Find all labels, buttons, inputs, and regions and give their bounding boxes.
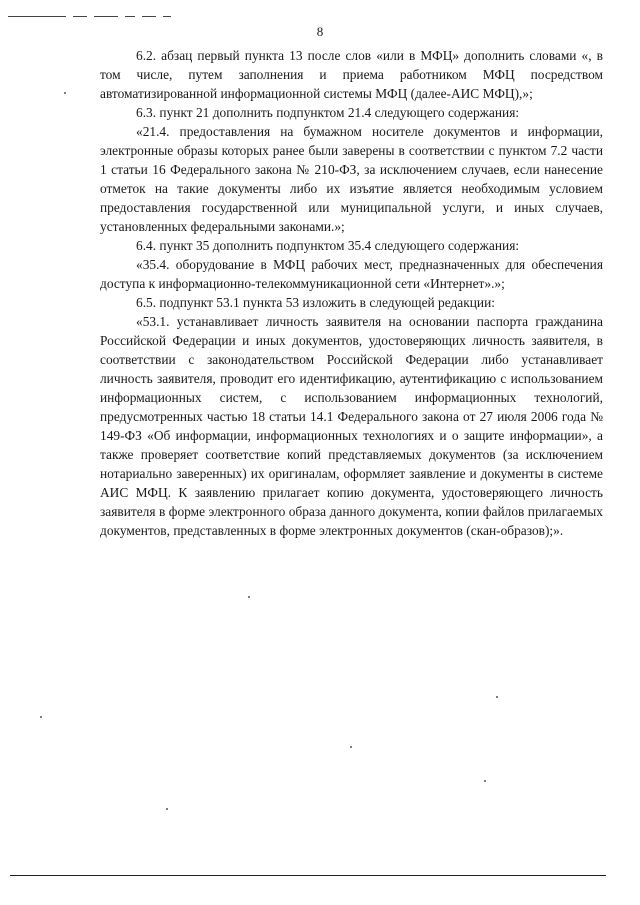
paragraph-35-4: «35.4. оборудование в МФЦ рабочих мест, предназначенных для обеспечения доступа к информационно-телекоммуникационной сети «Интернет».»; [100, 257, 603, 291]
scan-speck [496, 696, 498, 698]
scan-speck [248, 596, 250, 598]
paragraph-6-5: 6.5. подпункт 53.1 пункта 53 изложить в следующей редакции: [136, 295, 495, 310]
scan-speck [40, 716, 42, 718]
scan-speck [484, 780, 486, 782]
paragraph-6-2: 6.2. абзац первый пункта 13 после слов «или в МФЦ» дополнить словами «, в том числе, путем заполнения и приема работником МФЦ посредством автоматизированной информационной системы МФЦ (далее-АИС МФЦ),»; [100, 48, 603, 101]
scan-speck [350, 746, 352, 748]
scan-speck [166, 808, 168, 810]
paragraph-6-3: 6.3. пункт 21 дополнить подпунктом 21.4 следующего содержания: [136, 105, 520, 120]
header-rule [8, 16, 171, 18]
paragraph-21-4: «21.4. предоставления на бумажном носителе документов и информации, электронные образы которых ранее были заверены в соответствии с пунктом 7.2 части 1 статьи 16 Федерального закона № 210-ФЗ, за исключением случаев, если нанесение отметок на такие документы либо их изъятие является необходимым условием предоставления государственной или муниципальной услуги, и иных случаев, установленных федеральными законами.»; [100, 124, 603, 234]
page-number: 8 [316, 24, 324, 39]
paragraph-6-4: 6.4. пункт 35 дополнить подпунктом 35.4 следующего содержания: [136, 238, 520, 253]
footer-rule [10, 875, 606, 876]
scan-speck [64, 92, 66, 94]
paragraph-53-1: «53.1. устанавливает личность заявителя на основании паспорта гражданина Российской Федерации и иных документов, удостоверяющих личность заявителя, в соответствии с законодательством Российской Федерации либо устанавливает личность заявителя, проводит его идентификацию, аутентификацию с использованием информационных систем, с использованием информационных технологий, предусмотренных частью 18 статьи 14.1 Федерального закона от 27 июля 2006 года № 149-ФЗ «Об информации, информационных технологиях и о защите информации», а также проверяет соответствие копий представляемых документов (за исключением нотариально заверенных) их оригиналам, оформляет заявление и документы в системе АИС МФЦ. К заявлению прилагает копию документа, удостоверяющего личность заявителя в форме электронного образа данного документа, копии файлов прилагаемых документов, представленных в форме электронных документов (скан-образов);». [100, 314, 603, 538]
document-body [100, 46, 603, 540]
